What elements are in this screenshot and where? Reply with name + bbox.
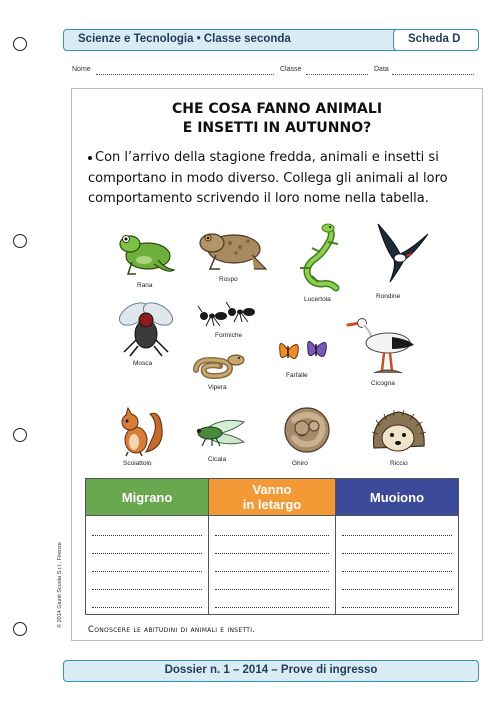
copyright-notice: © 2014 Giunti Scuola S.r.l., Firenze: [57, 542, 63, 628]
animal-label-rospo: Rospo: [219, 276, 238, 283]
animal-label-rana: Rana: [137, 282, 153, 289]
column-header-migrano: Migrano: [86, 479, 209, 516]
learning-objective: Conoscere le abitudini di animali e insetti.: [88, 625, 256, 635]
name-label: Nome: [72, 66, 91, 73]
animal-label-ghiro: Ghiro: [292, 460, 308, 467]
worksheet-title-line2: E INSETTI IN AUTUNNO?: [182, 120, 372, 136]
answer-cell-muoiono[interactable]: [335, 516, 458, 615]
instruction-text: Con l’arrivo della stagione fredda, animali e insetti si comportano in modo diverso. Collega gli animali al loro comportamento scrivendo il loro nome nella tabella.: [88, 150, 448, 206]
dormouse-icon: [280, 404, 334, 456]
column-header-muoiono: Muoiono: [335, 479, 458, 516]
binder-hole-3: [13, 428, 27, 442]
date-label: Data: [374, 66, 389, 73]
binder-hole-4: [13, 622, 27, 636]
toad-icon: [196, 225, 268, 273]
header-bar: [63, 29, 479, 51]
animal-label-lucertola: Lucertola: [304, 296, 331, 303]
viper-icon: [190, 348, 248, 380]
scheda-tab: [393, 29, 479, 51]
swallow-icon: [370, 220, 432, 286]
animal-label-formiche: Formiche: [215, 332, 243, 339]
date-field[interactable]: [392, 71, 474, 75]
footer-bar: [63, 660, 479, 682]
header-title: Scienze e Tecnologia • Classe seconda: [78, 33, 291, 45]
butterflies-icon: [276, 334, 330, 368]
animal-label-cicala: Cicala: [208, 456, 227, 463]
squirrel-icon: [116, 404, 166, 458]
worksheet-title-line1: CHE COSA FANNO ANIMALI: [171, 101, 383, 117]
column-header-letargo: Vanno in letargo: [209, 479, 336, 516]
class-label: Classe: [280, 66, 302, 73]
instruction-paragraph: [88, 148, 468, 210]
frog-icon: [114, 230, 178, 278]
stork-icon: [344, 313, 416, 375]
footer-text: Dossier n. 1 – 2014 – Prove di ingresso: [164, 664, 378, 676]
hedgehog-icon: [366, 406, 430, 458]
name-field[interactable]: [96, 71, 274, 75]
answer-cell-migrano[interactable]: [86, 516, 209, 615]
animal-label-riccio: Riccio: [390, 460, 408, 467]
answer-cell-letargo[interactable]: [209, 516, 336, 615]
ants-icon: [196, 300, 256, 330]
fly-icon: [116, 300, 176, 358]
bullet-icon: [88, 156, 92, 160]
animal-label-vipera: Vipera: [208, 384, 227, 391]
cicada-icon: [190, 412, 248, 452]
animal-label-farfalle: Farfalle: [286, 372, 308, 379]
binder-hole-1: [13, 37, 27, 51]
scheda-label: Scheda D: [408, 33, 461, 45]
animal-label-cicogna: Cicogna: [371, 380, 395, 387]
student-fields: [72, 66, 482, 80]
binder-hole-2: [13, 234, 27, 248]
behavior-table: [85, 478, 459, 615]
animal-label-mosca: Mosca: [133, 360, 153, 367]
animal-label-scoiattolo: Scoiattolo: [123, 460, 152, 467]
class-field[interactable]: [306, 71, 368, 75]
animal-label-rondine: Rondine: [376, 293, 401, 300]
lizard-icon: [290, 222, 350, 292]
